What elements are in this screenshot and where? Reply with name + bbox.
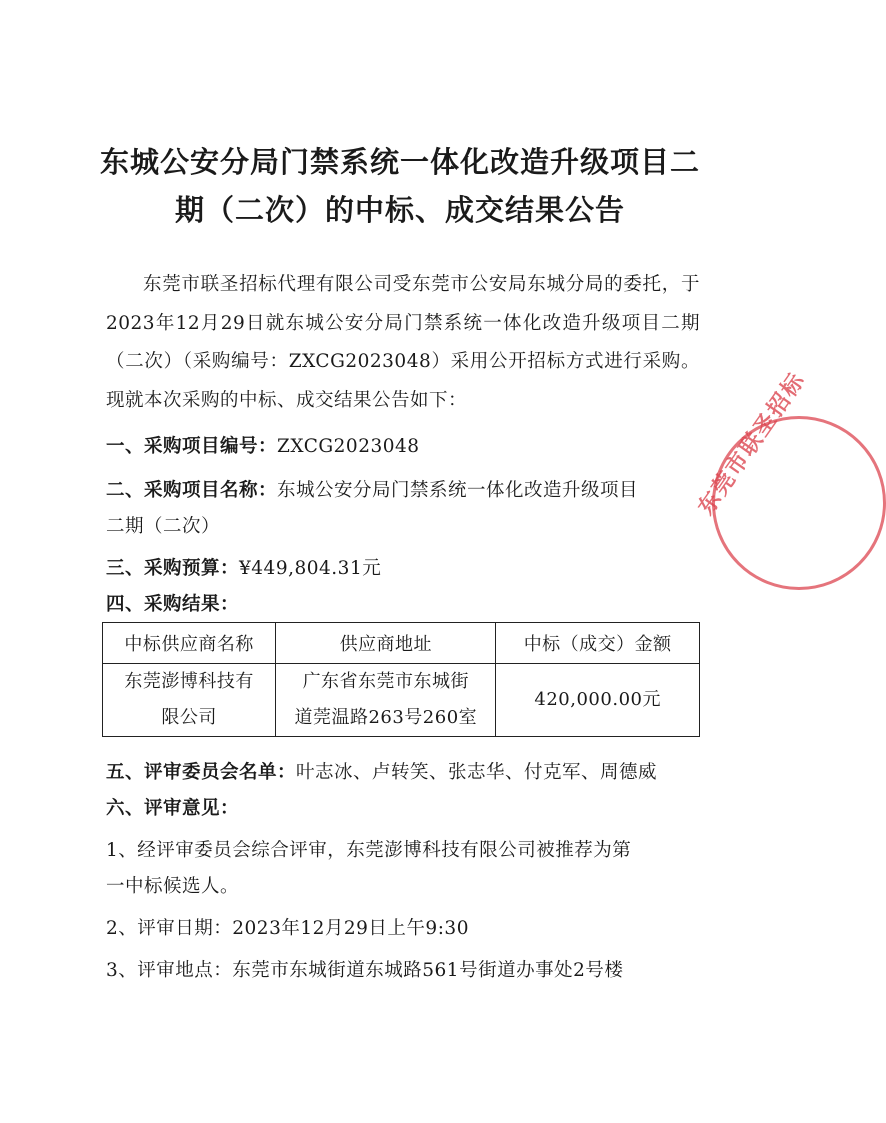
section-label: 六、评审意见：: [106, 798, 240, 819]
company-seal-text: 东莞市联圣招标: [692, 367, 811, 520]
project-name-value: 东城公安分局门禁系统一体化改造升级项目: [277, 480, 639, 501]
opinion-3: 3、评审地点：东莞市东城街道东城路561号街道办事处2号楼: [106, 960, 624, 981]
section-label: 一、采购项目编号：: [106, 436, 278, 457]
section-budget: [106, 550, 706, 588]
header-amount: 中标（成交）金额: [496, 623, 700, 664]
page-title: [100, 138, 700, 234]
section-opinion: [106, 790, 706, 828]
title-line-1: 东城公安分局门禁系统一体化改造升级项目二: [100, 145, 701, 179]
section-label: 五、评审委员会名单：: [106, 762, 297, 783]
section-result: [106, 586, 706, 624]
supplier-name-cell: 东莞澎博科技有: [103, 664, 276, 701]
budget-value: ¥449,804.31元: [239, 558, 382, 579]
opinion-2: 2、评审日期：2023年12月29日上午9:30: [106, 918, 469, 939]
project-name-value-cont: 二期（二次）: [106, 516, 221, 537]
supplier-name-cell-cont: 限公司: [103, 700, 276, 737]
section-project-name-cont: [106, 508, 706, 546]
section-label: 二、采购项目名称：: [106, 480, 278, 501]
amount-cell: 420,000.00元: [496, 664, 700, 737]
section-project-name: [106, 472, 706, 510]
project-number-value: ZXCG2023048: [277, 436, 420, 457]
supplier-address-cell-cont: 道莞温路263号260室: [276, 700, 496, 737]
opinion-1-cont: 一中标候选人。: [106, 876, 240, 897]
section-project-number: [106, 428, 706, 466]
section-label: 四、采购结果：: [106, 594, 240, 615]
opinion-1: 1、经评审委员会综合评审，东莞澎博科技有限公司被推荐为第: [106, 840, 632, 861]
section-committee: [106, 754, 706, 792]
intro-paragraph: 东莞市联圣招标代理有限公司受东莞市公安局东城分局的委托，于2023年12月29日就东城公安分局门禁系统一体化改造升级项目二期（二次）（采购编号：ZXCG2023048）采用公开招标方式进行采购。现就本次采购的中标、成交结果公告如下：: [106, 274, 700, 411]
table-row: [103, 664, 700, 701]
section-label: 三、采购预算：: [106, 558, 240, 579]
header-supplier-address: 供应商地址: [276, 623, 496, 664]
title-line-2: 期（二次）的中标、成交结果公告: [174, 193, 625, 227]
result-table: [102, 622, 700, 737]
table-header-row: [103, 623, 700, 664]
committee-value: 叶志冰、卢转笑、张志华、付克军、周德威: [296, 762, 658, 783]
supplier-address-cell: 广东省东莞市东城街: [276, 664, 496, 701]
header-supplier-name: 中标供应商名称: [103, 623, 276, 664]
